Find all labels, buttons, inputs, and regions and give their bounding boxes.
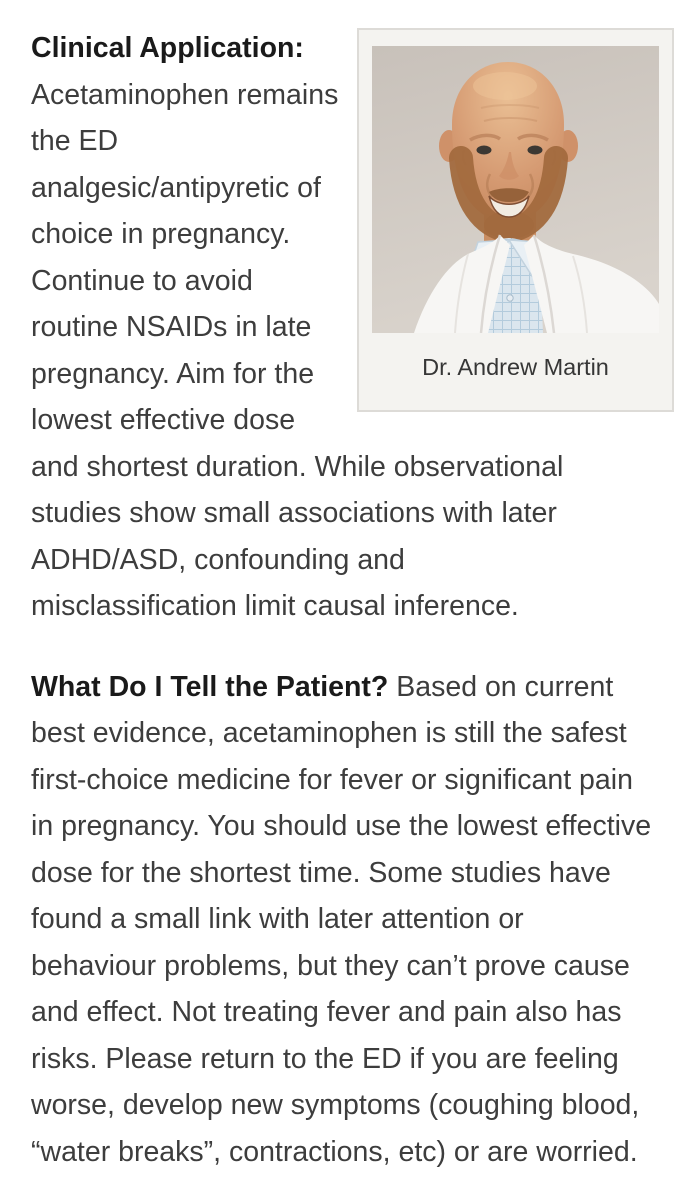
paragraph-what-do-i-tell	[31, 664, 675, 1176]
what-do-i-tell-heading: What Do I Tell the Patient?	[31, 670, 389, 703]
text-line: “water breaks”, contractions, etc) or are worried.	[31, 1135, 638, 1168]
text-line	[31, 664, 675, 711]
text-line: routine NSAIDs in late	[31, 311, 312, 343]
doctor-portrait-illustration	[372, 46, 659, 333]
text-line: and effect. Not treating fever and pain also has	[31, 996, 622, 1028]
text-line: studies show small associations with later	[31, 497, 557, 529]
text-line: found a small link with later attention or	[31, 903, 524, 935]
text-line: the ED	[31, 125, 119, 157]
doctor-photo-card	[357, 28, 674, 412]
text-line: Continue to avoid	[31, 264, 253, 297]
text-line: pregnancy. Aim for the	[31, 357, 315, 390]
text-line: worse, develop new symptoms (coughing blood,	[31, 1089, 640, 1121]
text-line: best evidence, acetaminophen is still the safest	[31, 717, 627, 749]
text-line: lowest effective dose	[31, 404, 296, 436]
text-line: in pregnancy. You should use the lowest effective	[31, 810, 652, 842]
text-line: and shortest duration. While observational	[31, 450, 564, 483]
text-line: ADHD/ASD, confounding and	[31, 543, 405, 576]
text-line: misclassification limit causal inference.	[31, 590, 519, 622]
text-line-rest: Based on current	[388, 670, 614, 703]
photo-caption: Dr. Andrew Martin	[422, 354, 609, 380]
text-line: first-choice medicine for fever or significant pain	[31, 763, 633, 796]
text-line: dose for the shortest time. Some studies have	[31, 856, 611, 889]
clinical-application-heading: Clinical Application:	[31, 32, 304, 64]
doctor-portrait-photo	[372, 46, 659, 333]
text-line: risks. Please return to the ED if you are feeling	[31, 1042, 619, 1075]
text-line: choice in pregnancy.	[31, 218, 291, 250]
text-line: analgesic/antipyretic of	[31, 171, 321, 204]
text-line: Acetaminophen remains	[31, 78, 339, 111]
text-line: behaviour problems, but they can’t prove cause	[31, 949, 630, 982]
